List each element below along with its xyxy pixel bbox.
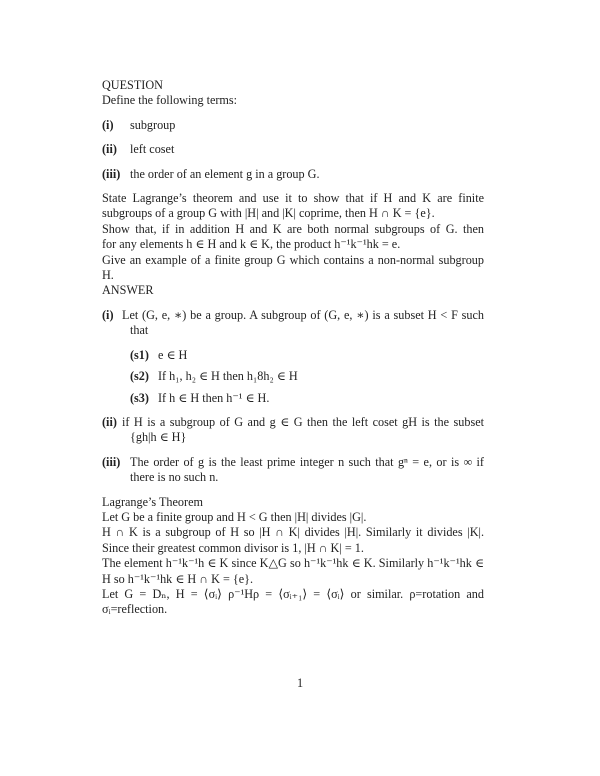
term-label: (i) (102, 117, 114, 132)
term-text: the order of an element g in a group G. (130, 166, 320, 181)
lagrange-line: Let G be a finite group and H < G then |H| divides |G|. (102, 509, 367, 524)
lagrange-line: H so h⁻¹k⁻¹hk ∈ H ∩ K = {e}. (102, 571, 254, 586)
lagrange-line: σᵢ=reflection. (102, 602, 168, 617)
lagrange-line: The element h⁻¹k⁻¹h ∈ K since K△G so h⁻¹k⁻¹hk ∈ K. Similarly h⁻¹k⁻¹hk ∈ (102, 556, 484, 571)
lagrange-line: H ∩ K is a subgroup of H so |H ∩ K| divides |H|. Similarly it divides |K|. (102, 525, 484, 540)
subitem-label: (s3) (130, 390, 149, 405)
document-page (102, 78, 484, 618)
subitem-text: e ∈ H (158, 347, 188, 362)
term-label: (iii) (102, 166, 121, 181)
answer-line: there is no such n. (130, 470, 219, 485)
answer-line: Let (G, e, ∗) be a group. A subgroup of (G, e, ∗) is a subset H < F such (122, 307, 484, 322)
subitem-label: (s2) (130, 369, 149, 384)
answer-item (102, 308, 484, 339)
question-heading: QUESTION (102, 78, 163, 92)
lagrange-line: Since their greatest common divisor is 1, |H ∩ K| = 1. (102, 540, 364, 555)
paragraph-line: Show that, if in addition H and K are both normal subgroups of G. then (102, 221, 484, 236)
subitem-text: If h₁, h₂ ∈ H then h₁8h₂ ∈ H (158, 369, 298, 384)
answer-item (102, 455, 484, 486)
term-item (102, 142, 484, 157)
lagrange-section (102, 495, 484, 618)
subitem-label: (s1) (130, 347, 149, 362)
term-text: subgroup (130, 117, 176, 132)
answer-label: (ii) (102, 414, 117, 429)
paragraph-line: State Lagrange’s theorem and use it to show that if H and K are finite (102, 191, 484, 206)
answer-line: The order of g is the least prime integer n such that gⁿ = e, or is ∞ if (130, 454, 484, 469)
lagrange-heading: Lagrange’s Theorem (102, 494, 203, 509)
answer-label: (i) (102, 307, 114, 322)
subitem (102, 369, 484, 384)
answer-label: (iii) (102, 454, 121, 469)
question-intro: Define the following terms: (102, 93, 238, 108)
paragraph-line: Give an example of a finite group G which contains a non-normal subgroup (102, 252, 484, 267)
term-item (102, 167, 484, 182)
term-text: left coset (130, 142, 175, 157)
question-paragraph (102, 191, 484, 283)
paragraph-line: subgroups of a group G with |H| and |K| coprime, then H ∩ K = {e}. (102, 206, 435, 221)
answer-heading: ANSWER (102, 283, 154, 298)
answer-item (102, 415, 484, 446)
page-number: 1 (296, 676, 304, 690)
term-label: (ii) (102, 142, 117, 157)
subitem-text: If h ∈ H then h⁻¹ ∈ H. (158, 390, 270, 405)
subitem (102, 348, 484, 363)
answer-line: if H is a subgroup of G and g ∈ G then the left coset gH is the subset (122, 414, 484, 429)
paragraph-line: H. (102, 268, 114, 283)
paragraph-line: for any elements h ∈ H and k ∈ K, the product h⁻¹k⁻¹hk = e. (102, 237, 401, 252)
lagrange-line: Let G = Dₙ, H = ⟨σᵢ⟩ ρ⁻¹Hρ = ⟨σᵢ₊₁⟩ = ⟨σᵢ⟩ or similar. ρ=rotation and (102, 586, 484, 601)
subitem (102, 391, 484, 406)
answer-line: {gh|h ∈ H} (130, 430, 187, 445)
term-item (102, 118, 484, 133)
answer-line: that (130, 323, 149, 338)
